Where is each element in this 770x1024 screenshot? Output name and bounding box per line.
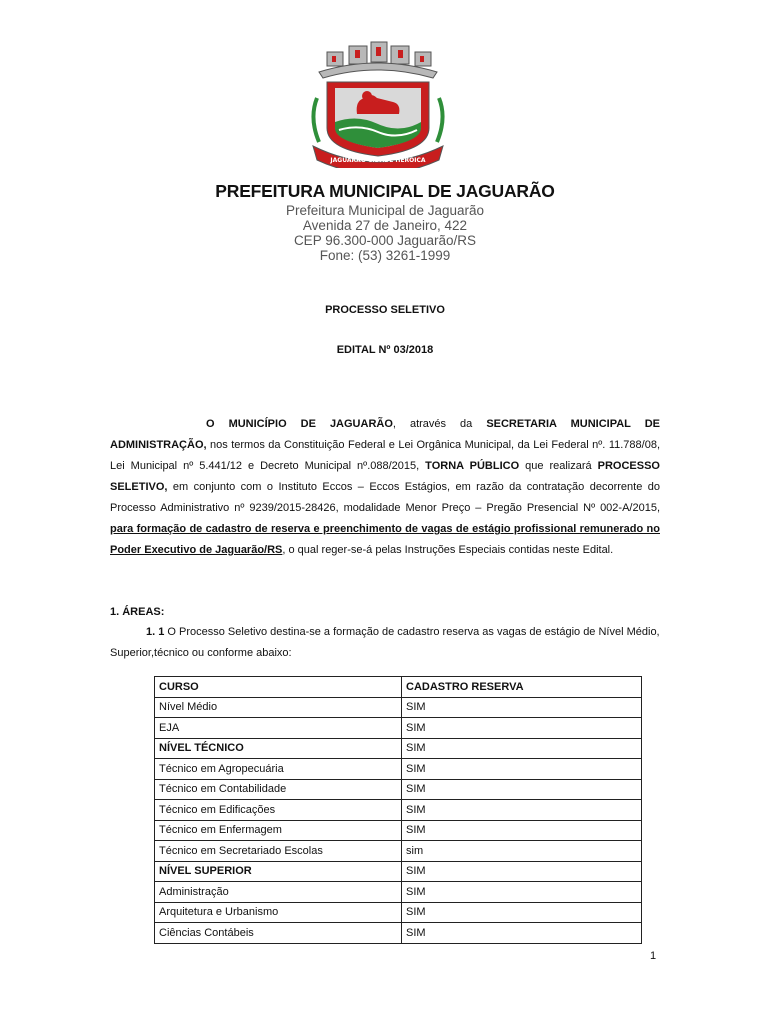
table-cell-cadastro-reserva: SIM bbox=[402, 759, 642, 780]
table-row bbox=[155, 841, 642, 862]
table-cell-cadastro-reserva: SIM bbox=[402, 738, 642, 759]
intro-text-2: nos termos da Constituição Federal e Lei Orgânica Municipal, da Lei Federal nº. 11.788/08, Lei Municipal nº 5.441/12 e Decreto Municipal nº.088/2015, bbox=[110, 439, 660, 472]
table-cell-cadastro-reserva: SIM bbox=[402, 861, 642, 882]
table-cell-curso: Técnico em Agropecuária bbox=[155, 759, 402, 780]
table-cell-curso: CURSO bbox=[155, 677, 402, 698]
intro-text-4: em conjunto com o Instituto Eccos – Eccos Estágios, em razão da contratação decorrente do Processo Administrativo nº 9239/2015-28426, modalidade Menor Preço – Pregão Presencial Nº 002-A/2015, bbox=[110, 481, 660, 514]
table-cell-curso: NÍVEL TÉCNICO bbox=[155, 738, 402, 759]
table-cell-cadastro-reserva: SIM bbox=[402, 923, 642, 944]
header-line-org: Prefeitura Municipal de Jaguarão bbox=[285, 203, 485, 218]
table-cell-curso: Administração bbox=[155, 882, 402, 903]
header-line-cep: CEP 96.300-000 Jaguarão/RS bbox=[293, 233, 477, 248]
table-cell-cadastro-reserva: SIM bbox=[402, 800, 642, 821]
intro-paragraph bbox=[110, 414, 660, 561]
table-cell-cadastro-reserva: SIM bbox=[402, 820, 642, 841]
table-row bbox=[155, 759, 642, 780]
section-item-1-1 bbox=[110, 622, 660, 664]
intro-underlined-purpose: para formação de cadastro de reserva e preenchimento de vagas de estágio profissional remunerado no Poder Executivo de Jaguarão/RS bbox=[110, 523, 660, 556]
page-title: PREFEITURA MUNICIPAL DE JAGUARÃO bbox=[215, 181, 555, 201]
municipal-crest-logo bbox=[305, 38, 450, 168]
table-cell-curso: Ciências Contábeis bbox=[155, 923, 402, 944]
page-number: 1 bbox=[650, 950, 657, 962]
table-cell-curso: NÍVEL SUPERIOR bbox=[155, 861, 402, 882]
table-cell-cadastro-reserva: CADASTRO RESERVA bbox=[402, 677, 642, 698]
doc-heading-edital: EDITAL Nº 03/2018 bbox=[336, 344, 434, 356]
table-cell-cadastro-reserva: sim bbox=[402, 841, 642, 862]
header-line-address: Avenida 27 de Janeiro, 422 bbox=[302, 218, 468, 233]
table-row bbox=[155, 861, 642, 882]
table-cell-cadastro-reserva: SIM bbox=[402, 718, 642, 739]
intro-text-1: , através da bbox=[392, 418, 487, 430]
courses-table bbox=[154, 676, 642, 944]
svg-text:JAGUARÃO CIDADE HEROICA: JAGUARÃO CIDADE HEROICA bbox=[330, 157, 426, 164]
section-title-areas: 1. ÁREAS: bbox=[110, 606, 165, 618]
intro-municipio: O MUNICÍPIO DE JAGUARÃO bbox=[206, 418, 393, 430]
section-item-text: O Processo Seletivo destina-se a formação de cadastro reserva as vagas de estágio de Nível Médio, Superior,técnico ou conforme abaixo: bbox=[110, 626, 660, 659]
table-cell-curso: Nível Médio bbox=[155, 697, 402, 718]
table-cell-curso: Técnico em Enfermagem bbox=[155, 820, 402, 841]
table-row bbox=[155, 923, 642, 944]
table-cell-cadastro-reserva: SIM bbox=[402, 902, 642, 923]
table-row bbox=[155, 738, 642, 759]
table-cell-curso: EJA bbox=[155, 718, 402, 739]
doc-heading-processo: PROCESSO SELETIVO bbox=[325, 304, 445, 316]
table-row bbox=[155, 800, 642, 821]
section-item-number: 1. 1 bbox=[146, 626, 165, 638]
table-row bbox=[155, 718, 642, 739]
table-cell-cadastro-reserva: SIM bbox=[402, 779, 642, 800]
table-cell-curso: Arquitetura e Urbanismo bbox=[155, 902, 402, 923]
table-cell-curso: Técnico em Edificações bbox=[155, 800, 402, 821]
intro-torna-publico: TORNA PÚBLICO bbox=[425, 460, 520, 472]
header-line-phone: Fone: (53) 3261-1999 bbox=[319, 248, 451, 263]
table-row bbox=[155, 779, 642, 800]
table-cell-cadastro-reserva: SIM bbox=[402, 882, 642, 903]
table-row bbox=[155, 902, 642, 923]
table-row bbox=[155, 677, 642, 698]
table-cell-curso: Técnico em Contabilidade bbox=[155, 779, 402, 800]
table-cell-cadastro-reserva: SIM bbox=[402, 697, 642, 718]
intro-processo-seletivo: PROCESSO SELETIVO, bbox=[110, 460, 660, 493]
table-row bbox=[155, 882, 642, 903]
table-cell-curso: Técnico em Secretariado Escolas bbox=[155, 841, 402, 862]
table-row bbox=[155, 697, 642, 718]
intro-text-5: , o qual reger-se-á pelas Instruções Especiais contidas neste Edital. bbox=[282, 544, 614, 556]
intro-text-3: que realizará bbox=[519, 460, 598, 472]
intro-secretaria: SECRETARIA MUNICIPAL DE ADMINISTRAÇÃO, bbox=[110, 418, 660, 451]
table-row bbox=[155, 820, 642, 841]
